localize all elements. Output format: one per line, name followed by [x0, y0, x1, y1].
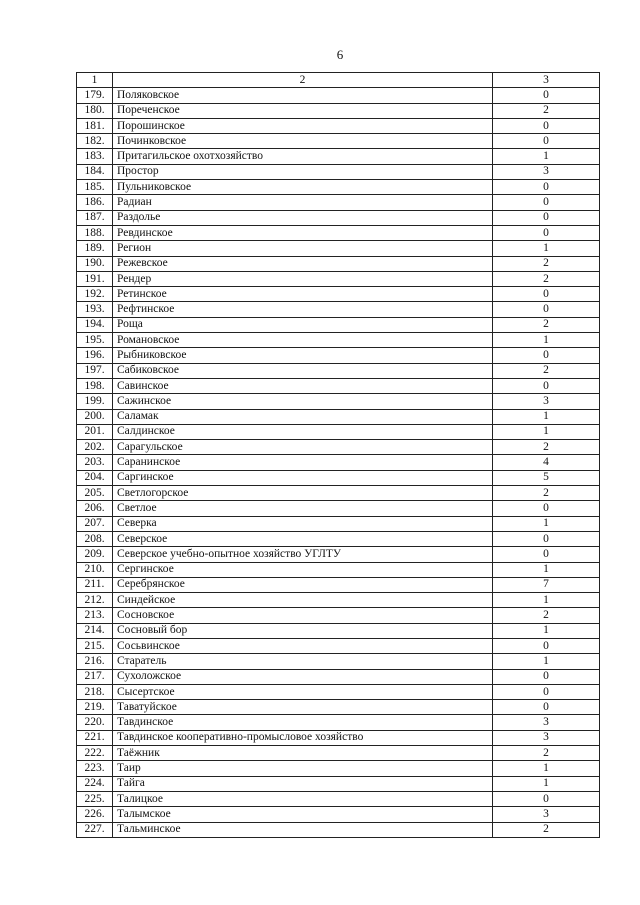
row-number-cell: 218. — [77, 684, 113, 699]
table-row — [77, 593, 600, 608]
row-value-cell: 0 — [493, 287, 600, 302]
row-value-cell: 2 — [493, 608, 600, 623]
row-value-cell: 2 — [493, 256, 600, 271]
row-name-cell: Сарагульское — [113, 440, 493, 455]
row-name-cell: Салдинское — [113, 424, 493, 439]
row-value-cell: 2 — [493, 440, 600, 455]
row-value-cell: 1 — [493, 241, 600, 256]
row-name-cell: Северское учебно-опытное хозяйство УГЛТУ — [113, 547, 493, 562]
row-value-cell: 1 — [493, 424, 600, 439]
row-name-cell: Починковское — [113, 134, 493, 149]
table-row — [77, 180, 600, 195]
row-name-cell: Тайга — [113, 776, 493, 791]
row-number-cell: 192. — [77, 287, 113, 302]
row-name-cell: Регион — [113, 241, 493, 256]
table-row — [77, 547, 600, 562]
table-row — [77, 455, 600, 470]
row-value-cell: 1 — [493, 333, 600, 348]
row-name-cell: Серебрянское — [113, 577, 493, 592]
row-number-cell: 220. — [77, 715, 113, 730]
table-row — [77, 807, 600, 822]
row-value-cell: 3 — [493, 730, 600, 745]
row-value-cell: 1 — [493, 776, 600, 791]
row-value-cell: 3 — [493, 164, 600, 179]
row-number-cell: 219. — [77, 700, 113, 715]
row-number-cell: 203. — [77, 455, 113, 470]
row-value-cell: 0 — [493, 700, 600, 715]
row-name-cell: Ретинское — [113, 287, 493, 302]
row-number-cell: 217. — [77, 669, 113, 684]
table-row — [77, 654, 600, 669]
row-value-cell: 0 — [493, 791, 600, 806]
row-value-cell: 2 — [493, 103, 600, 118]
table-row — [77, 103, 600, 118]
row-value-cell: 2 — [493, 317, 600, 332]
table-row — [77, 776, 600, 791]
row-value-cell: 1 — [493, 562, 600, 577]
row-name-cell: Сосновый бор — [113, 623, 493, 638]
row-number-cell: 194. — [77, 317, 113, 332]
row-number-cell: 195. — [77, 333, 113, 348]
table-row — [77, 470, 600, 485]
row-value-cell: 2 — [493, 363, 600, 378]
row-name-cell: Таёжник — [113, 746, 493, 761]
row-value-cell: 4 — [493, 455, 600, 470]
row-number-cell: 214. — [77, 623, 113, 638]
row-value-cell: 0 — [493, 180, 600, 195]
row-value-cell: 1 — [493, 593, 600, 608]
table-row — [77, 317, 600, 332]
table-row — [77, 440, 600, 455]
row-value-cell: 1 — [493, 623, 600, 638]
row-name-cell: Простор — [113, 164, 493, 179]
table-header-row — [77, 73, 600, 88]
row-number-cell: 199. — [77, 394, 113, 409]
table-row — [77, 700, 600, 715]
table-row — [77, 638, 600, 653]
row-number-cell: 223. — [77, 761, 113, 776]
table-body — [77, 73, 600, 838]
row-number-cell: 227. — [77, 822, 113, 837]
row-number-cell: 224. — [77, 776, 113, 791]
row-number-cell: 179. — [77, 88, 113, 103]
table-row — [77, 210, 600, 225]
row-name-cell: Сабиковское — [113, 363, 493, 378]
row-name-cell: Роща — [113, 317, 493, 332]
row-number-cell: 226. — [77, 807, 113, 822]
row-value-cell: 0 — [493, 378, 600, 393]
table-row — [77, 195, 600, 210]
row-value-cell: 0 — [493, 501, 600, 516]
row-number-cell: 197. — [77, 363, 113, 378]
table-row — [77, 608, 600, 623]
row-number-cell: 187. — [77, 210, 113, 225]
row-number-cell: 183. — [77, 149, 113, 164]
row-value-cell: 0 — [493, 302, 600, 317]
row-number-cell: 201. — [77, 424, 113, 439]
row-value-cell: 2 — [493, 271, 600, 286]
row-name-cell: Северка — [113, 516, 493, 531]
row-number-cell: 216. — [77, 654, 113, 669]
table-row — [77, 501, 600, 516]
row-name-cell: Тавдинское кооперативно-промысловое хозяйство — [113, 730, 493, 745]
row-value-cell: 3 — [493, 715, 600, 730]
table-row — [77, 348, 600, 363]
row-number-cell: 189. — [77, 241, 113, 256]
row-number-cell: 184. — [77, 164, 113, 179]
table-row — [77, 409, 600, 424]
row-number-cell: 225. — [77, 791, 113, 806]
row-number-cell: 188. — [77, 225, 113, 240]
row-number-cell: 190. — [77, 256, 113, 271]
row-value-cell: 0 — [493, 531, 600, 546]
table-row — [77, 516, 600, 531]
row-name-cell: Рефтинское — [113, 302, 493, 317]
row-value-cell: 0 — [493, 547, 600, 562]
row-value-cell: 3 — [493, 394, 600, 409]
row-name-cell: Порошинское — [113, 118, 493, 133]
table-row — [77, 791, 600, 806]
row-name-cell: Сосьвинское — [113, 638, 493, 653]
row-number-cell: 215. — [77, 638, 113, 653]
page-number: 6 — [336, 47, 344, 62]
row-number-cell: 198. — [77, 378, 113, 393]
row-name-cell: Талицкое — [113, 791, 493, 806]
row-name-cell: Пульниковское — [113, 180, 493, 195]
row-value-cell: 0 — [493, 134, 600, 149]
row-value-cell: 2 — [493, 486, 600, 501]
table-row — [77, 118, 600, 133]
row-number-cell: 204. — [77, 470, 113, 485]
column-header-value: 3 — [493, 73, 600, 88]
row-name-cell: Раздолье — [113, 210, 493, 225]
row-name-cell: Режевское — [113, 256, 493, 271]
row-name-cell: Романовское — [113, 333, 493, 348]
row-value-cell: 2 — [493, 822, 600, 837]
row-number-cell: 185. — [77, 180, 113, 195]
table-row — [77, 287, 600, 302]
row-number-cell: 207. — [77, 516, 113, 531]
row-value-cell: 0 — [493, 638, 600, 653]
table-row — [77, 486, 600, 501]
row-number-cell: 191. — [77, 271, 113, 286]
table-row — [77, 333, 600, 348]
table-row — [77, 623, 600, 638]
table-row — [77, 746, 600, 761]
table-row — [77, 730, 600, 745]
table-row — [77, 394, 600, 409]
table-row — [77, 149, 600, 164]
table-row — [77, 363, 600, 378]
row-name-cell: Северское — [113, 531, 493, 546]
row-number-cell: 202. — [77, 440, 113, 455]
row-name-cell: Сажинское — [113, 394, 493, 409]
table-row — [77, 378, 600, 393]
row-name-cell: Рендер — [113, 271, 493, 286]
row-number-cell: 186. — [77, 195, 113, 210]
row-name-cell: Сергинское — [113, 562, 493, 577]
row-value-cell: 5 — [493, 470, 600, 485]
row-name-cell: Светлогорское — [113, 486, 493, 501]
row-name-cell: Таир — [113, 761, 493, 776]
row-name-cell: Поляковское — [113, 88, 493, 103]
row-number-cell: 210. — [77, 562, 113, 577]
table-row — [77, 715, 600, 730]
row-value-cell: 0 — [493, 88, 600, 103]
table-row — [77, 577, 600, 592]
table-row — [77, 669, 600, 684]
table-row — [77, 822, 600, 837]
table-row — [77, 424, 600, 439]
row-name-cell: Радиан — [113, 195, 493, 210]
row-number-cell: 205. — [77, 486, 113, 501]
row-name-cell: Талымское — [113, 807, 493, 822]
row-value-cell: 0 — [493, 348, 600, 363]
row-name-cell: Тальминское — [113, 822, 493, 837]
row-number-cell: 180. — [77, 103, 113, 118]
row-name-cell: Саргинское — [113, 470, 493, 485]
row-number-cell: 213. — [77, 608, 113, 623]
table-row — [77, 241, 600, 256]
registry-table — [76, 72, 600, 838]
row-name-cell: Савинское — [113, 378, 493, 393]
row-name-cell: Ревдинское — [113, 225, 493, 240]
table-row — [77, 761, 600, 776]
row-name-cell: Пореченское — [113, 103, 493, 118]
row-name-cell: Таватуйское — [113, 700, 493, 715]
table-row — [77, 164, 600, 179]
column-header-name: 2 — [113, 73, 493, 88]
row-name-cell: Светлое — [113, 501, 493, 516]
table-row — [77, 531, 600, 546]
row-name-cell: Тавдинское — [113, 715, 493, 730]
row-name-cell: Сосновское — [113, 608, 493, 623]
row-value-cell: 7 — [493, 577, 600, 592]
row-value-cell: 1 — [493, 761, 600, 776]
row-name-cell: Старатель — [113, 654, 493, 669]
row-number-cell: 200. — [77, 409, 113, 424]
table-row — [77, 302, 600, 317]
table-row — [77, 88, 600, 103]
row-number-cell: 211. — [77, 577, 113, 592]
row-value-cell: 0 — [493, 118, 600, 133]
row-value-cell: 1 — [493, 516, 600, 531]
row-value-cell: 1 — [493, 654, 600, 669]
row-name-cell: Сухоложское — [113, 669, 493, 684]
row-number-cell: 209. — [77, 547, 113, 562]
row-number-cell: 182. — [77, 134, 113, 149]
row-value-cell: 0 — [493, 225, 600, 240]
row-name-cell: Сысертское — [113, 684, 493, 699]
column-header-number: 1 — [77, 73, 113, 88]
row-value-cell: 3 — [493, 807, 600, 822]
table-row — [77, 562, 600, 577]
row-name-cell: Рыбниковское — [113, 348, 493, 363]
row-name-cell: Синдейское — [113, 593, 493, 608]
row-number-cell: 206. — [77, 501, 113, 516]
row-value-cell: 0 — [493, 210, 600, 225]
row-number-cell: 181. — [77, 118, 113, 133]
row-number-cell: 221. — [77, 730, 113, 745]
row-value-cell: 1 — [493, 409, 600, 424]
row-number-cell: 222. — [77, 746, 113, 761]
row-value-cell: 0 — [493, 669, 600, 684]
table-row — [77, 256, 600, 271]
table-row — [77, 134, 600, 149]
row-value-cell: 2 — [493, 746, 600, 761]
row-name-cell: Притагильское охотхозяйство — [113, 149, 493, 164]
row-value-cell: 0 — [493, 684, 600, 699]
table-row — [77, 225, 600, 240]
row-value-cell: 1 — [493, 149, 600, 164]
row-value-cell: 0 — [493, 195, 600, 210]
row-number-cell: 208. — [77, 531, 113, 546]
row-name-cell: Саранинское — [113, 455, 493, 470]
row-name-cell: Саламак — [113, 409, 493, 424]
table-row — [77, 271, 600, 286]
row-number-cell: 212. — [77, 593, 113, 608]
table-row — [77, 684, 600, 699]
row-number-cell: 196. — [77, 348, 113, 363]
row-number-cell: 193. — [77, 302, 113, 317]
